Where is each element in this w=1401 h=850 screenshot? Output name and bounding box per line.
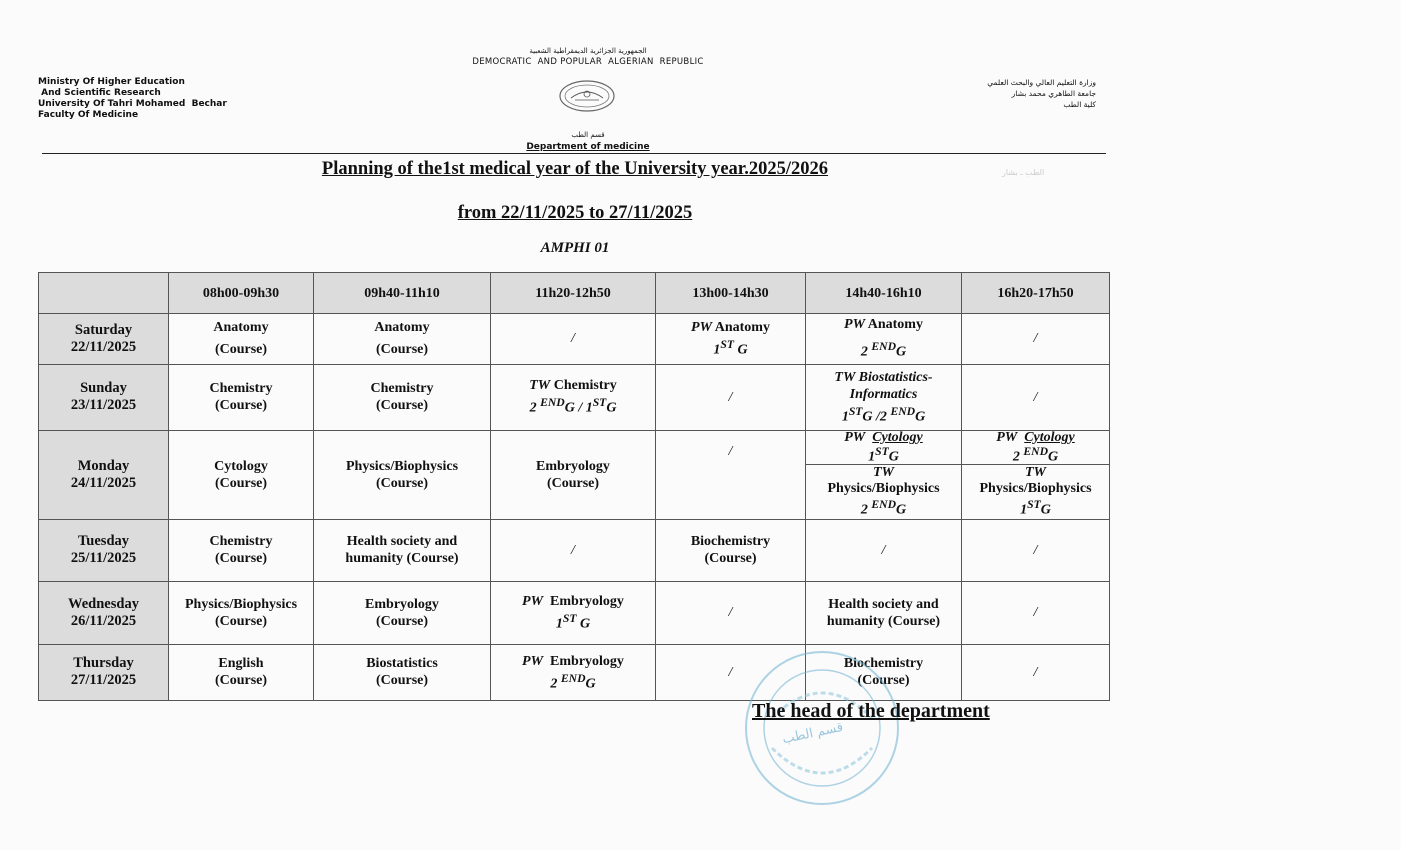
group-letter: G	[585, 676, 596, 692]
group-suffix: ST	[592, 396, 607, 410]
day-cell	[39, 644, 169, 700]
subject: Health society and	[828, 596, 939, 612]
date-range: from 22/11/2025 to 27/11/2025	[457, 203, 693, 223]
subject: Biochemistry	[690, 534, 771, 550]
group-suffix: ST	[875, 444, 889, 458]
ministry-line-ar: وزارة التعليم العالي والبحث العلمي	[987, 78, 1096, 87]
day-cell	[39, 364, 169, 430]
time-slot-header: 09h40-11h10	[314, 273, 491, 314]
page-title: Planning of the1st medical year of the University year.2025/2026	[321, 159, 829, 179]
subject: Embryology	[550, 653, 624, 669]
subject: Chemistry	[370, 381, 434, 397]
slash: /	[728, 389, 733, 405]
session-cell	[314, 519, 491, 581]
day-name: Sunday	[80, 380, 127, 397]
slash: /	[1033, 389, 1038, 405]
ministry-header-right	[987, 77, 1096, 110]
group-letter: G	[896, 502, 907, 518]
subject: Cytology	[1024, 429, 1075, 445]
group-number: 1	[713, 342, 721, 358]
session-type: (Course)	[375, 341, 429, 357]
group-number: 2	[529, 400, 537, 416]
subject: Anatomy	[374, 319, 430, 335]
session-cell	[314, 581, 491, 644]
subject: Embryology	[550, 594, 624, 610]
pw-label: PW	[844, 429, 866, 445]
group-suffix: ST	[720, 338, 734, 351]
table-row	[39, 581, 1110, 644]
group-number: 2	[550, 676, 558, 692]
subject: Biostatistics-	[858, 369, 933, 385]
subject: Anatomy	[867, 317, 923, 332]
time-slot-header: 13h00-14h30	[656, 273, 806, 314]
subject: Chemistry	[553, 378, 617, 394]
tw-label: TW	[529, 378, 551, 394]
empty-slot	[656, 364, 806, 430]
pw-label: PW	[522, 594, 544, 610]
group-letter: G	[564, 400, 575, 416]
separator: /	[574, 400, 586, 416]
time-slot-header: 14h40-16h10	[806, 273, 962, 314]
group-suffix: END	[871, 498, 896, 512]
day-name: Saturday	[74, 321, 133, 338]
empty-slot	[491, 519, 656, 581]
day-date: 25/11/2025	[70, 550, 137, 567]
empty-slot	[656, 430, 806, 519]
faint-watermark: الطب ـ بشار	[1002, 168, 1045, 177]
tw-label: TW	[1025, 465, 1046, 481]
ministry-header-left	[38, 77, 227, 121]
day-name: Thursday	[73, 655, 134, 672]
session-cell	[491, 364, 656, 430]
time-slot-header: 08h00-09h30	[169, 273, 314, 314]
group-suffix: ST	[848, 404, 863, 418]
session-cell	[806, 430, 962, 465]
slash: /	[1033, 605, 1038, 621]
group-suffix: END	[560, 671, 586, 685]
session-cell	[169, 644, 314, 700]
subject: Physics/Biophysics	[345, 458, 459, 474]
slash: /	[571, 542, 575, 558]
group-letter: G	[1048, 449, 1059, 465]
group-number: 1	[841, 409, 849, 425]
group-letter: G	[862, 409, 873, 425]
session-cell	[169, 581, 314, 644]
subject: Chemistry	[209, 381, 273, 397]
session-type: (Course)	[214, 398, 268, 414]
time-slot-header: 16h20-17h50	[962, 273, 1110, 314]
table-row	[39, 644, 1110, 700]
session-cell	[656, 519, 806, 581]
day-name: Monday	[77, 457, 130, 474]
group-suffix: END	[1023, 444, 1048, 458]
slash: /	[1033, 664, 1038, 680]
subject: Anatomy	[714, 320, 770, 335]
group-number: 2	[1012, 449, 1020, 465]
group-number: 2	[860, 502, 868, 518]
session-type: (Course)	[214, 673, 268, 689]
subject: Biochemistry	[843, 656, 924, 672]
subject: Informatics	[849, 386, 918, 402]
subject: Health society and	[346, 534, 458, 550]
subject: Physics/Biophysics	[184, 596, 298, 612]
department-arabic: قسم الطب	[571, 131, 605, 139]
session-type: (Course)	[214, 341, 268, 357]
group-letter: G	[606, 400, 617, 416]
session-type: (Course)	[375, 398, 429, 414]
empty-slot	[962, 314, 1110, 365]
slash: /	[1033, 542, 1038, 558]
day-date: 27/11/2025	[70, 672, 137, 689]
university-line: University Of Tahri Mohamed Bechar	[38, 99, 227, 109]
session-cell	[169, 430, 314, 519]
day-date: 22/11/2025	[70, 338, 137, 355]
session-cell	[169, 314, 314, 365]
day-date: 26/11/2025	[70, 612, 137, 629]
group-number: 1	[585, 400, 593, 416]
session-type: humanity (Course)	[826, 613, 941, 629]
republic-arabic: الجمهورية الجزائرية الديمقراطية الشعبية	[529, 47, 647, 55]
table-row	[39, 430, 1110, 465]
corner-cell	[39, 273, 169, 314]
day-name: Wednesday	[68, 595, 139, 612]
schedule-table	[38, 272, 1110, 701]
faculty-line: Faculty Of Medicine	[38, 110, 139, 120]
slash: /	[881, 542, 886, 558]
subject: Anatomy	[213, 319, 269, 335]
session-cell	[962, 430, 1110, 465]
empty-slot	[656, 581, 806, 644]
tw-label: TW	[834, 369, 856, 385]
session-cell	[314, 644, 491, 700]
subject: Embryology	[365, 596, 439, 612]
session-cell	[491, 581, 656, 644]
tw-label: TW	[873, 465, 894, 481]
signature-label: The head of the department	[752, 700, 990, 722]
subject: Embryology	[536, 458, 610, 474]
day-date: 23/11/2025	[70, 397, 137, 414]
separator: /2	[872, 409, 891, 425]
group-suffix: END	[890, 404, 916, 418]
session-cell	[806, 581, 962, 644]
time-slot-header: 11h20-12h50	[491, 273, 656, 314]
group-letter: G	[579, 616, 591, 632]
empty-slot	[491, 314, 656, 365]
session-type: (Course)	[375, 613, 429, 629]
session-cell	[491, 430, 656, 519]
session-cell	[962, 465, 1110, 520]
group-letter: G	[915, 409, 926, 425]
amphi-label: AMPHI 01	[540, 240, 610, 256]
table-row	[39, 519, 1110, 581]
group-suffix: END	[540, 396, 565, 410]
session-cell	[169, 519, 314, 581]
group-number: 1	[555, 616, 563, 632]
subject: Chemistry	[209, 534, 273, 550]
university-seal-icon	[559, 80, 615, 112]
ministry-line: Ministry Of Higher Education	[38, 77, 185, 87]
slash: /	[1033, 331, 1038, 347]
day-name: Tuesday	[77, 533, 130, 550]
session-cell	[314, 430, 491, 519]
department-english: Department of medicine	[526, 142, 650, 152]
group-letter: G	[888, 449, 899, 465]
subject: Cytology	[214, 458, 268, 474]
day-cell	[39, 430, 169, 519]
group-letter: G	[737, 342, 748, 358]
empty-slot	[962, 644, 1110, 700]
session-type: humanity (Course)	[345, 551, 459, 567]
group-number: 1	[868, 449, 876, 465]
subject: Physics/Biophysics	[979, 481, 1092, 497]
header-divider	[42, 153, 1106, 154]
slash: /	[728, 605, 733, 621]
slash: /	[728, 443, 733, 459]
empty-slot	[962, 581, 1110, 644]
table-header-row	[39, 273, 1110, 314]
session-cell	[806, 314, 962, 365]
subject: English	[218, 656, 264, 672]
session-cell	[806, 364, 962, 430]
group-number: 2	[860, 344, 868, 360]
ministry-line: And Scientific Research	[38, 88, 161, 98]
session-cell	[314, 364, 491, 430]
university-line-ar: جامعة الطاهري محمد بشار	[1011, 89, 1096, 98]
pw-label: PW	[691, 320, 713, 335]
subject: Cytology	[872, 429, 923, 445]
empty-slot	[806, 519, 962, 581]
subject: Biostatistics	[366, 656, 438, 672]
group-suffix: END	[871, 340, 896, 353]
group-suffix: ST	[1027, 498, 1041, 512]
group-suffix: ST	[562, 612, 577, 626]
session-cell	[314, 314, 491, 365]
empty-slot	[962, 364, 1110, 430]
subject: Physics/Biophysics	[827, 481, 940, 497]
session-cell	[656, 314, 806, 365]
day-date: 24/11/2025	[70, 474, 137, 491]
session-type: (Course)	[857, 673, 910, 689]
session-type: (Course)	[546, 475, 600, 491]
session-type: (Course)	[375, 475, 429, 491]
pw-label: PW	[844, 317, 866, 332]
faculty-line-ar: كلية الطب	[1063, 100, 1096, 109]
session-cell	[806, 465, 962, 520]
group-letter: G	[896, 344, 907, 360]
pw-label: PW	[996, 429, 1018, 445]
table-row	[39, 314, 1110, 365]
pw-label: PW	[522, 653, 544, 669]
session-cell	[169, 364, 314, 430]
table-row	[39, 364, 1110, 430]
session-type: (Course)	[375, 673, 429, 689]
stamp-text: قسم الطب	[781, 719, 845, 748]
slash: /	[571, 331, 575, 347]
slash: /	[728, 664, 733, 680]
session-type: (Course)	[704, 551, 757, 567]
republic-english: DEMOCRATIC AND POPULAR ALGERIAN REPUBLIC	[472, 57, 704, 67]
group-number: 1	[1020, 502, 1028, 518]
session-type: (Course)	[214, 551, 268, 567]
group-letter: G	[1040, 502, 1051, 518]
session-type: (Course)	[214, 475, 268, 491]
session-cell	[491, 644, 656, 700]
empty-slot	[962, 519, 1110, 581]
day-cell	[39, 581, 169, 644]
day-cell	[39, 314, 169, 365]
session-type: (Course)	[214, 613, 268, 629]
day-cell	[39, 519, 169, 581]
